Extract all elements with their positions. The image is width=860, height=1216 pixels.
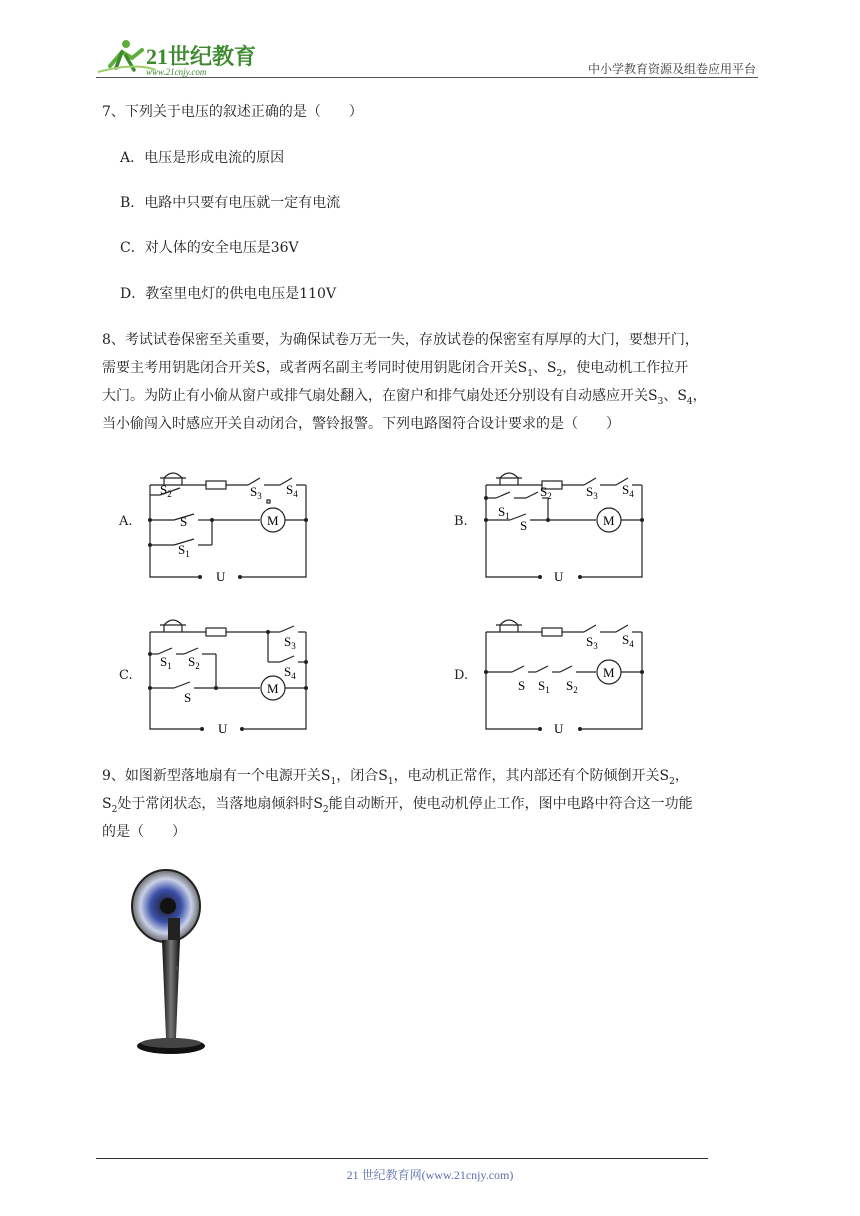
svg-text:www.21cnjy.com: www.21cnjy.com — [146, 67, 207, 77]
svg-text:S4: $S_4$ — [622, 632, 634, 649]
svg-text:S2: $S_2$ — [540, 484, 552, 501]
svg-text:S2: $S_2$ — [188, 654, 200, 671]
q9-line-3: 的是（ ） — [102, 824, 186, 840]
svg-text:21世纪教育: 21世纪教育 — [146, 44, 257, 69]
site-logo — [96, 36, 266, 78]
svg-text:M: M — [267, 681, 279, 696]
header-divider — [96, 77, 758, 78]
q7-option-d: D．教室里电灯的供电电压是110V — [120, 286, 337, 302]
svg-text:S4: $S_4$ — [284, 664, 296, 681]
svg-text:S: S — [180, 514, 188, 529]
svg-text:S: S — [520, 518, 528, 533]
q9-line-1: 9、如图新型落地扇有一个电源开关$S_1$，闭合$S_1$，电动机正常作，其内部还有个防倾倒开关$S_2$， — [102, 768, 689, 787]
footer-link[interactable]: 21 世纪教育网(www.21cnjy.com) — [346, 1168, 514, 1182]
platform-name: 中小学教育资源及组卷应用平台 — [587, 62, 756, 76]
q8-line-1: 8、考试试卷保密至关重要，为确保试卷万无一失，存放试卷的保密室有厚厚的大门，要想开门， — [102, 332, 699, 348]
svg-text:S: S — [518, 678, 526, 693]
svg-text:M: M — [603, 665, 615, 680]
circuit-b-label: B. — [454, 514, 468, 529]
svg-text:S1: $S_1$ — [160, 654, 172, 671]
svg-text:S4: $S_4$ — [286, 482, 298, 499]
circuit-a-label: A. — [119, 514, 133, 529]
svg-text:S3: $S_3$ — [586, 634, 598, 651]
svg-text:S3: $S_3$ — [250, 484, 262, 501]
svg-text:S1: $S_1$ — [498, 504, 510, 521]
svg-text:S1: $S_1$ — [178, 542, 190, 559]
svg-text:U: U — [218, 721, 228, 736]
svg-text:U: U — [554, 721, 564, 736]
q8-line-4: 当小偷闯入时感应开关自动闭合，警铃报警。下列电路图符合设计要求的是（ ） — [102, 416, 620, 432]
svg-text:M: M — [267, 513, 279, 528]
svg-text:S3: $S_3$ — [284, 634, 296, 651]
circuit-d-label: D. — [454, 668, 469, 683]
circuit-b-diagram — [476, 460, 656, 585]
svg-text:S4: $S_4$ — [622, 482, 634, 499]
circuit-d-diagram — [476, 612, 656, 737]
q8-line-3: 大门。为防止有小偷从窗户或排气扇处翻入，在窗户和排气扇处还分别设有自动感应开关$S_3$、$S_4$， — [102, 388, 707, 407]
footer-divider — [96, 1158, 708, 1159]
q7-option-a: A．电压是形成电流的原因 — [120, 150, 285, 166]
circuit-c-label: C. — [119, 668, 133, 683]
circuit-a-diagram — [140, 460, 320, 585]
floor-fan-image — [126, 866, 216, 1060]
q8-line-2: 需要主考用钥匙闭合开关S，或者两名副主考同时使用钥匙闭合开关$S_1$、$S_2$，使电动机工作拉开 — [102, 360, 689, 379]
svg-text:S2: $S_2$ — [160, 482, 172, 499]
svg-text:S3: $S_3$ — [586, 484, 598, 501]
circuit-c-diagram — [140, 612, 320, 737]
svg-text:U: U — [216, 569, 226, 584]
svg-text:S1: $S_1$ — [538, 678, 550, 695]
svg-text:M: M — [603, 513, 615, 528]
svg-text:S2: $S_2$ — [566, 678, 578, 695]
q9-line-2: $S_2$处于常闭状态，当落地扇倾斜时$S_2$能自动断开，使电动机停止工作，图中电路中符合这一功能 — [102, 796, 693, 815]
svg-text:U: U — [554, 569, 564, 584]
q7-option-c: C．对人体的安全电压是36V — [120, 240, 299, 256]
q7-option-b: B．电路中只要有电压就一定有电流 — [120, 195, 341, 211]
q7-stem: 7、下列关于电压的叙述正确的是（ ） — [102, 104, 363, 120]
svg-text:S: S — [184, 690, 192, 705]
